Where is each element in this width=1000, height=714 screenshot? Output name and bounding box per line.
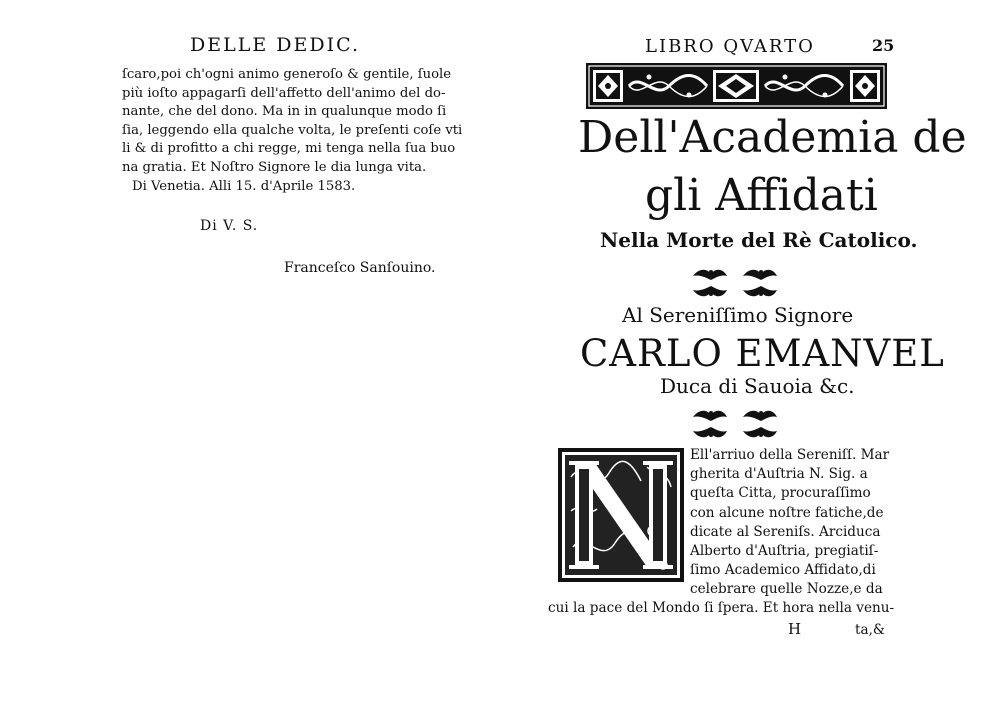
text-line: gherita d'Auſtria N. Sig. a: [690, 466, 868, 483]
title-line-1: Dell'Academia de: [578, 112, 967, 163]
text-line: queſta Citta, procuraſſimo: [690, 485, 871, 502]
title-line-2: gli Affidati: [645, 170, 878, 221]
date-line: Di Venetia. Alli 15. d'Aprile 1583.: [132, 178, 356, 194]
text-line: nante, che del dono. Ma in in qualunque modo ſi: [122, 104, 447, 120]
text-line: li & di profitto a chi regge, mi tenga nella ſua buo: [122, 141, 456, 157]
decorated-initial-n-icon: [557, 447, 685, 583]
running-head-right: LIBRO QVARTO: [645, 36, 815, 57]
floret-ornament-icon: [685, 407, 785, 441]
catchword: ta,&: [855, 622, 885, 638]
text-line: ſia, leggendo ella qualche volta, le preſenti coſe vti: [122, 122, 463, 138]
duke-title: Duca di Sauoia &c.: [660, 374, 855, 398]
dedication-line: Al Sereniſſimo Signore: [622, 303, 854, 327]
dedication-text: [122, 66, 463, 196]
text-line: dicate al Sereniſs. Arciduca: [690, 523, 881, 540]
floret-ornament-icon: [685, 266, 785, 300]
right-page: [500, 0, 1000, 714]
text-line: Alberto d'Auſtria, pregiatiſ-: [690, 543, 879, 560]
running-head-left: DELLE DEDIC.: [190, 34, 360, 56]
text-line: na gratia. Et Noſtro Signore le dia lunga vita.: [122, 159, 427, 175]
text-line: ſimo Academico Affidato,di: [690, 562, 876, 579]
text-line: ſcaro,poi ch'ogni animo generoſo & gentile, ſuole: [122, 67, 452, 82]
text-line: con alcune noſtre fatiche,de: [690, 504, 884, 521]
text-line: più ioſto appagarſi dell'affetto dell'animo del do-: [122, 85, 446, 101]
text-line-full-width: cui la pace del Mondo ſi ſpera. Et hora nella venu-: [548, 600, 895, 616]
headpiece-ornament-icon: [585, 62, 888, 110]
duke-name: CARLO EMANVEL: [580, 332, 945, 375]
divs-closing: Di V. S.: [200, 218, 259, 234]
subtitle: Nella Morte del Rè Catolico.: [600, 228, 918, 252]
signature: Franceſco Sanſouino.: [284, 260, 436, 276]
text-line: Ell'arriuo della Sereniſſ. Mar: [690, 447, 890, 463]
body-text: [690, 446, 920, 600]
signature-mark: H: [788, 620, 802, 638]
page-number: 25: [872, 36, 895, 55]
text-line: celebrare quelle Nozze,e da: [690, 581, 883, 598]
